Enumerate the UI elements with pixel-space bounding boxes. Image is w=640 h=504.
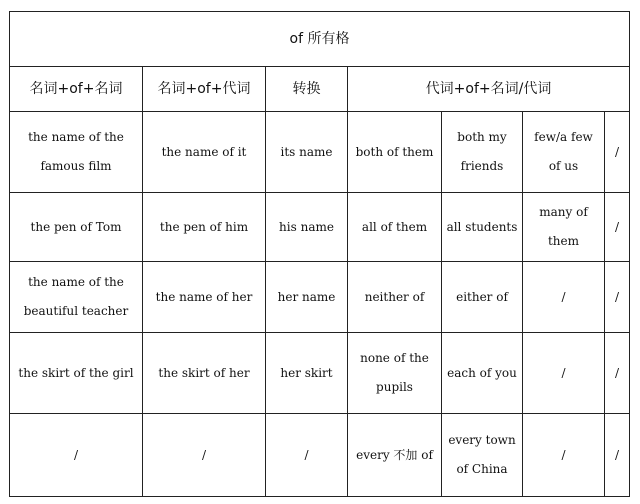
table-cell: the pen of him <box>143 193 266 262</box>
table-cell: all of them <box>348 193 442 262</box>
header-conversion: 转换 <box>266 67 348 112</box>
table-row <box>10 333 630 414</box>
header-row <box>10 67 630 112</box>
table-cell: its name <box>266 112 348 193</box>
table-cell: / <box>605 193 630 262</box>
table-row <box>10 414 630 497</box>
table-cell: the skirt of her <box>143 333 266 414</box>
table-cell: the pen of Tom <box>10 193 143 262</box>
table-row <box>10 193 630 262</box>
table-cell: his name <box>266 193 348 262</box>
table-cell: many of them <box>523 193 605 262</box>
table-cell: / <box>605 112 630 193</box>
table-cell: / <box>605 333 630 414</box>
table-row <box>10 112 630 193</box>
table-cell: each of you <box>442 333 523 414</box>
header-pronoun-of-noun-pronoun: 代词+of+名词/代词 <box>348 67 630 112</box>
table-cell: all students <box>442 193 523 262</box>
table-cell: both of them <box>348 112 442 193</box>
table-cell: / <box>266 414 348 497</box>
header-noun-of-noun: 名词+of+名词 <box>10 67 143 112</box>
table-cell: none of the pupils <box>348 333 442 414</box>
table-cell: / <box>523 333 605 414</box>
table-cell: the name of the famous film <box>10 112 143 193</box>
table-cell: every town of China <box>442 414 523 497</box>
table-cell: her name <box>266 262 348 333</box>
table-cell: every 不加 of <box>348 414 442 497</box>
table-cell: / <box>523 414 605 497</box>
header-noun-of-pronoun: 名词+of+代词 <box>143 67 266 112</box>
of-possessive-table <box>9 11 630 497</box>
table-cell: / <box>605 262 630 333</box>
table-cell: / <box>605 414 630 497</box>
table-cell: the skirt of the girl <box>10 333 143 414</box>
of-possessive-table-wrapper <box>9 11 629 493</box>
table-cell: / <box>10 414 143 497</box>
table-row <box>10 262 630 333</box>
table-cell: her skirt <box>266 333 348 414</box>
table-cell: both my friends <box>442 112 523 193</box>
table-cell: few/a few of us <box>523 112 605 193</box>
table-cell: / <box>143 414 266 497</box>
table-cell: the name of her <box>143 262 266 333</box>
table-cell: neither of <box>348 262 442 333</box>
title-row <box>10 12 630 67</box>
table-title: of 所有格 <box>10 12 630 67</box>
table-cell: / <box>523 262 605 333</box>
table-cell: either of <box>442 262 523 333</box>
table-cell: the name of it <box>143 112 266 193</box>
table-cell: the name of the beautiful teacher <box>10 262 143 333</box>
